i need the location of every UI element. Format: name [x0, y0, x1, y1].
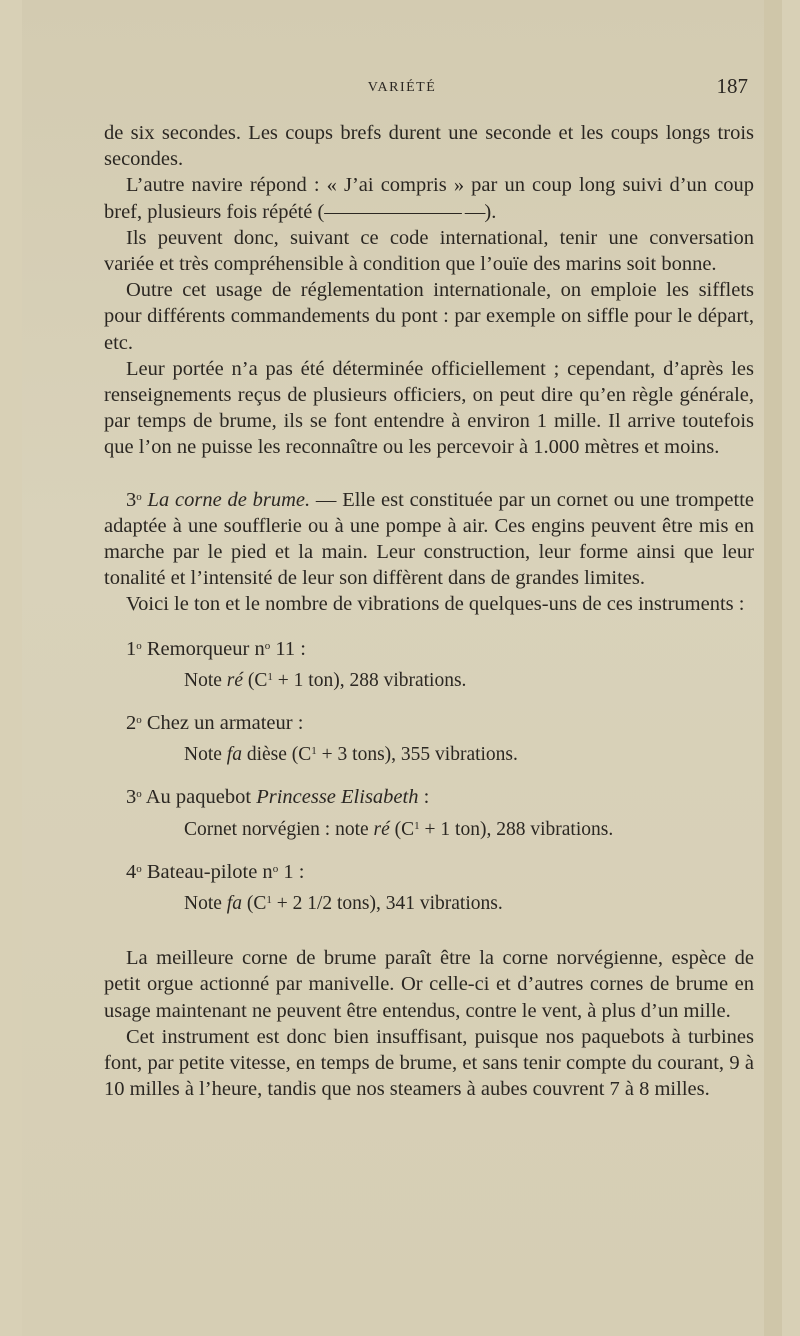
note-name: ré	[226, 669, 244, 691]
paragraph: Outre cet usage de réglementation internationale, on emploie les sifflets pour différents commandements du pont : par exemple on siffle pour le départ, etc.	[104, 279, 754, 354]
paragraph: Voici le ton et le nombre de vibrations de quelques-uns de ces instruments :	[126, 593, 745, 616]
text-run: Au paquebot	[141, 786, 257, 809]
list-item	[104, 636, 754, 662]
note-name: fa	[226, 744, 242, 766]
text-run: 1 :	[278, 860, 305, 883]
text-run: + 1 ton), 288 vibrations.	[419, 818, 614, 840]
text-run: Bateau-pilote n	[141, 860, 273, 883]
paragraph: Leur portée n’a pas été déterminée officiellement ; cependant, d’après les renseignements reçus de plusieurs officiers, on peut dire qu’en règle générale, par temps de brume, ils se font entendre à environ 1 mille. Il arrive toutefois que l’on ne puisse les reconnaître ou les percevoir à 1.000 mètres et moins.	[104, 357, 754, 459]
text-run: Note	[184, 744, 227, 766]
superscript: o	[264, 639, 271, 652]
list-item	[104, 710, 754, 736]
list-note	[184, 817, 754, 843]
section-paragraph	[104, 487, 754, 592]
list-number: 2	[126, 712, 137, 735]
signal-dashes: ——————— —	[324, 200, 485, 223]
ship-name: Princesse Elisabeth	[256, 786, 419, 809]
text-run: L’autre navire répond : « J’ai compris » par un coup long suivi d’un coup bref, plusieurs fois répété (	[104, 174, 754, 223]
page-header	[22, 74, 782, 104]
list-item	[104, 784, 754, 810]
superscript: 1	[414, 819, 420, 832]
list-note	[184, 891, 754, 917]
text-run: Cornet norvégien : note	[184, 818, 374, 840]
text-run: dièse (C	[241, 744, 312, 766]
list-note	[184, 742, 754, 768]
page-number: 187	[716, 74, 748, 98]
section-number: 3	[126, 488, 137, 511]
list-item	[104, 859, 754, 885]
list-number: 4	[126, 860, 137, 883]
running-title: VARIÉTÉ	[367, 80, 437, 95]
text-run: (C	[389, 818, 415, 840]
superscript: o	[136, 788, 142, 801]
superscript: 1	[266, 894, 272, 907]
list-note	[184, 668, 754, 694]
paragraph: de six secondes. Les coups brefs durent une seconde et les coups longs trois secondes.	[104, 122, 754, 171]
superscript: o	[136, 862, 142, 875]
text-run: — Elle est constituée par un cornet ou une trompette adaptée à une soufflerie ou à une pompe à air. Ces engins peuvent être mis en marche par le pied et la main. Leur construction, leur forme ainsi que leur tonalité et l’intensité de leur son diffèrent dans de grandes limites.	[104, 488, 754, 590]
text-run: 11 :	[270, 637, 306, 660]
list-number: 3	[126, 786, 137, 809]
text-run: Note	[184, 893, 227, 915]
superscript: o	[272, 862, 279, 875]
paragraph: Ils peuvent donc, suivant ce code international, tenir une conversation variée et très compréhensible à condition que l’ouïe des marins soit bonne.	[104, 226, 754, 276]
text-run: (C	[241, 893, 267, 915]
text-run: + 1 ton), 288 vibrations.	[272, 669, 467, 691]
text-run: Remorqueur n	[141, 637, 265, 660]
note-name: ré	[373, 818, 390, 840]
section-title: La corne de brume.	[147, 488, 311, 511]
superscript: o	[136, 639, 142, 652]
paragraph	[104, 172, 754, 224]
text-run: :	[418, 786, 430, 809]
text-run: Note	[184, 669, 227, 691]
body-text	[104, 120, 754, 1103]
text-run: Chez un armateur :	[141, 712, 304, 735]
note-name: fa	[226, 893, 242, 915]
text-run: (C	[243, 669, 268, 691]
text-run: + 2 1/2 tons), 341 vibrations.	[271, 893, 503, 915]
superscript: o	[136, 490, 142, 503]
book-page	[22, 0, 782, 1336]
section-gap	[104, 461, 754, 487]
paragraph: Cet instrument est donc bien insuffisant, puisque nos paquebots à turbines font, par petite vitesse, en temps de brume, et sans tenir compte du courant, 9 à 10 milles à l’heure, tandis que nos steamers à aubes couvrent 7 à 8 milles.	[104, 1025, 754, 1101]
text-run: ).	[484, 200, 497, 223]
list-number: 1	[126, 637, 137, 660]
text-run: + 3 tons), 355 vibrations.	[316, 744, 518, 766]
paragraph: La meilleure corne de brume paraît être la corne norvégienne, espèce de petit orgue actionné par manivelle. Or celle-ci et d’autres cornes de brume en usage maintenant ne peuvent être entendus, contre le vent, à plus d’un mille.	[104, 947, 754, 1022]
superscript: 1	[311, 745, 317, 758]
superscript: 1	[267, 670, 273, 683]
superscript: o	[136, 714, 142, 727]
page-edge	[764, 0, 782, 1336]
